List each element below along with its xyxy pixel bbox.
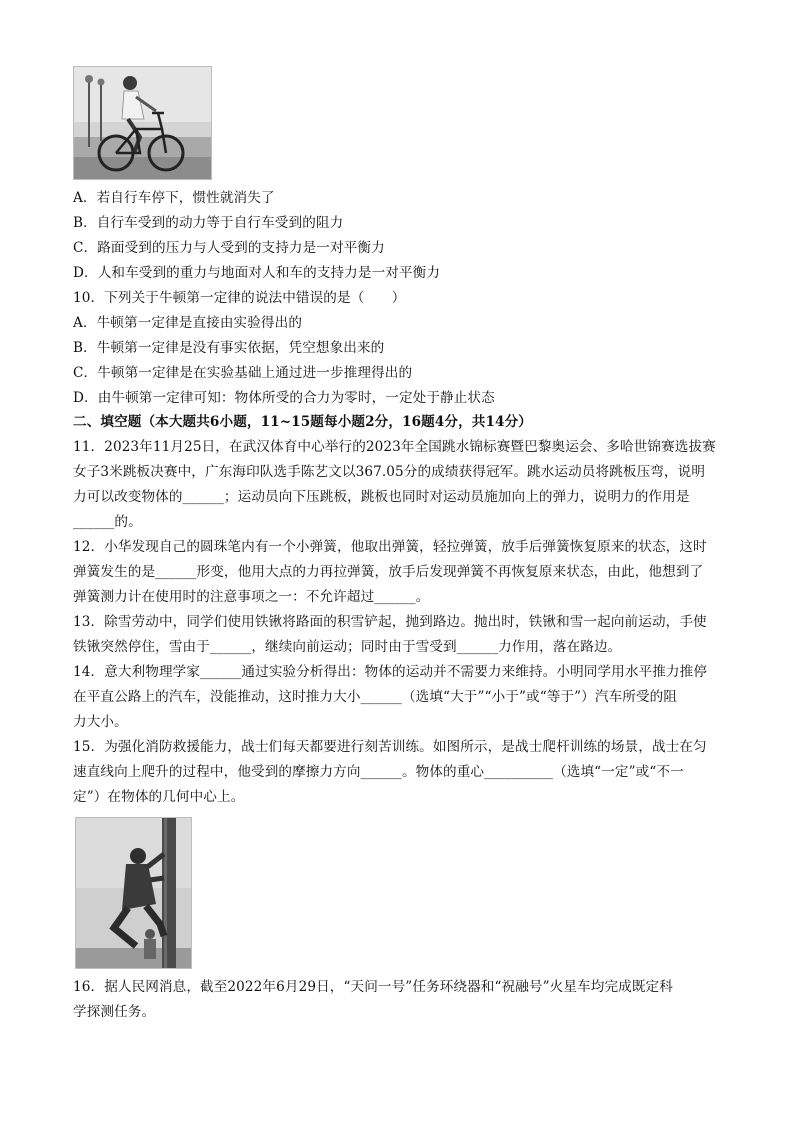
q9-option-a: A．若自行车停下，惯性就消失了 <box>73 190 275 206</box>
q10-option-a: A．牛顿第一定律是直接由实验得出的 <box>73 315 303 331</box>
q12-line-2: 弹簧发生的是______形变，他用大点的力再拉弹簧，放手后发现弹簧不再恢复原来状态，由此，他想到了 <box>73 564 704 580</box>
q12-line-3: 弹簧测力计在使用时的注意事项之一：不允许超过______。 <box>73 589 430 605</box>
q16-line-1: 16．据人民网消息，截至2022年6月29日，“天问一号”任务环绕器和“祝融号”火星车均完成既定科 <box>73 979 673 995</box>
q11-line-4: ______的。 <box>73 514 142 530</box>
q11-line-3: 力可以改变物体的______；运动员向下压跳板，跳板也同时对运动员施加向上的弹力，说明力的作用是 <box>73 489 690 505</box>
q10-option-c: C．牛顿第一定律是在实验基础上通过进一步推理得出的 <box>73 365 413 381</box>
q14-line-2: 在平直公路上的汽车，没能推动，这时推力大小______（选填“大于”“小于”或“等于”）汽车所受的阻 <box>73 689 678 705</box>
q12-line-1: 12．小华发现自己的圆珠笔内有一个小弹簧，他取出弹簧，轻拉弹簧，放手后弹簧恢复原来的状态，这时 <box>73 539 707 555</box>
q10-stem: 10．下列关于牛顿第一定律的说法中错误的是（ ） <box>73 290 406 306</box>
q13-line-1: 13．除雪劳动中，同学们使用铁锹将路面的积雪铲起，抛到路边。抛出时，铁锹和雪一起向前运动，手使 <box>73 614 707 630</box>
q14-line-3: 力大小。 <box>73 714 128 730</box>
q10-option-b: B．牛顿第一定律是没有事实依据，凭空想象出来的 <box>73 340 385 356</box>
section-heading-fill-in: 二、填空题（本大题共6小题，11~15题每小题2分，16题4分，共14分） <box>73 414 532 430</box>
pole-climbing-photo <box>75 817 192 969</box>
q9-option-b: B．自行车受到的动力等于自行车受到的阻力 <box>73 215 344 231</box>
cyclist-photo <box>73 66 212 180</box>
q15-line-2: 速直线向上爬升的过程中，他受到的摩擦力方向______。物体的重心__________（选填“一定”或“不一 <box>73 764 684 780</box>
pole-climbing-photo-icon <box>76 818 191 968</box>
q13-line-2: 铁锹突然停住，雪由于______，继续向前运动；同时由于雪受到______力作用，落在路边。 <box>73 639 622 655</box>
q15-line-3: 定”）在物体的几何中心上。 <box>73 789 245 805</box>
q11-line-1: 11．2023年11月25日，在武汉体育中心举行的2023年全国跳水锦标赛暨巴黎奥运会、多哈世锦赛选拔赛 <box>73 439 716 455</box>
q16-line-2: 学探测任务。 <box>73 1004 156 1020</box>
q15-line-1: 15．为强化消防救援能力，战士们每天都要进行刻苦训练。如图所示，是战士爬杆训练的场景，战士在匀 <box>73 739 707 755</box>
q14-line-1: 14．意大利物理学家______通过实验分析得出：物体的运动并不需要力来维持。小明同学用水平推力推停 <box>73 664 708 680</box>
q11-line-2: 女子3米跳板决赛中，广东海印队选手陈艺文以367.05分的成绩获得冠军。跳水运动员将跳板压弯，说明 <box>73 464 706 480</box>
q9-option-c: C．路面受到的压力与人受到的支持力是一对平衡力 <box>73 240 385 256</box>
q10-option-d: D．由牛顿第一定律可知：物体所受的合力为零时，一定处于静止状态 <box>73 390 495 406</box>
q9-option-d: D．人和车受到的重力与地面对人和车的支持力是一对平衡力 <box>73 265 441 281</box>
cyclist-photo-icon <box>74 67 211 179</box>
